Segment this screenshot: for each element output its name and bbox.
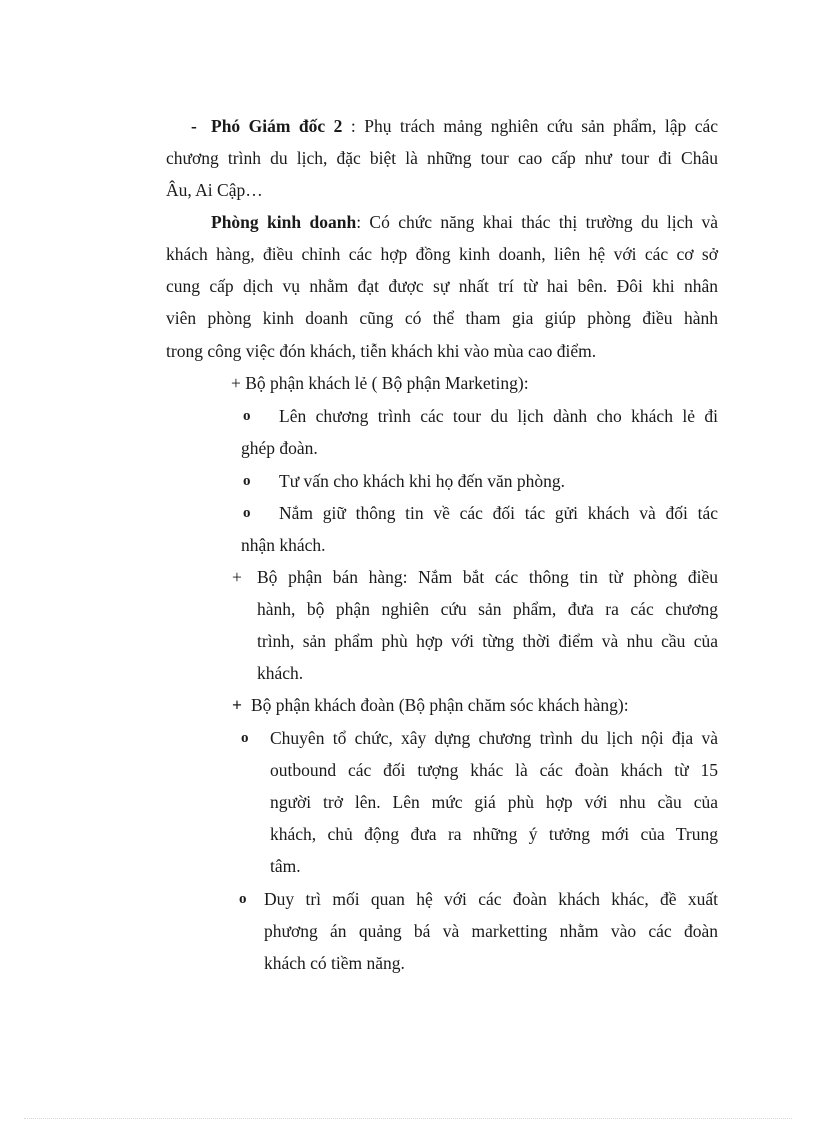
group-item-1-line-1: Chuyên tổ chức, xây dựng chương trình du lịch nội địa và <box>270 728 718 748</box>
sales-line-2: hành, bộ phận nghiên cứu sản phẩm, đưa ra các chương <box>257 599 718 619</box>
sales-dept-line-2: khách hàng, điều chỉnh các hợp đồng kinh doanh, liên hệ với các cơ sở <box>166 244 718 264</box>
retail-item-1-line-2: ghép đoàn. <box>241 438 318 458</box>
deputy-line-1: Phó Giám đốc 2 : Phụ trách mảng nghiên cứu sản phẩm, lập các <box>211 116 718 136</box>
retail-item-1-line-1: Lên chương trình các tour du lịch dành cho khách lẻ đi <box>279 406 718 426</box>
sales-dept-label: Phòng kinh doanh <box>211 212 357 232</box>
sales-dept-line-5: trong công việc đón khách, tiễn khách khi vào mùa cao điểm. <box>166 341 597 361</box>
bullet-icon: o <box>243 408 251 424</box>
sales-dept-line-3: cung cấp dịch vụ nhằm đạt được sự nhất trí từ hai bên. Đôi khi nhân <box>166 276 718 296</box>
deputy-label: Phó Giám đốc 2 <box>211 116 343 136</box>
bullet-icon: o <box>239 891 247 907</box>
retail-item-3-line-1: Nắm giữ thông tin về các đối tác gửi khách và đối tác <box>279 503 718 523</box>
plus-marker: + <box>232 567 242 587</box>
deputy-line-2: chương trình du lịch, đặc biệt là những tour cao cấp như tour đi Châu <box>166 148 718 168</box>
group-heading: Bộ phận khách đoàn (Bộ phận chăm sóc khách hàng): <box>251 695 629 715</box>
page-bottom-rule <box>24 1118 792 1119</box>
sales-dept-line-1: Phòng kinh doanh: Có chức năng khai thác thị trường du lịch và <box>211 212 718 232</box>
plus-marker: + <box>232 695 242 715</box>
group-item-2-line-1: Duy trì mối quan hệ với các đoàn khách khác, đề xuất <box>264 889 718 909</box>
retail-item-3-line-2: nhận khách. <box>241 535 326 555</box>
bullet-icon: o <box>243 473 251 489</box>
group-item-2-line-3: khách có tiềm năng. <box>264 953 405 973</box>
sales-line-1: Bộ phận bán hàng: Nắm bắt các thông tin từ phòng điều <box>257 567 718 587</box>
group-item-1-line-4: khách, chủ động đưa ra những ý tưởng mới của Trung <box>270 824 718 844</box>
retail-heading: + Bộ phận khách lẻ ( Bộ phận Marketing): <box>231 373 529 393</box>
retail-item-2: Tư vấn cho khách khi họ đến văn phòng. <box>279 471 566 491</box>
bullet-icon: o <box>241 730 249 746</box>
sales-line-3: trình, sản phẩm phù hợp với từng thời điểm và nhu cầu của <box>257 631 718 651</box>
group-item-1-line-3: người trở lên. Lên mức giá phù hợp với nhu cầu của <box>270 792 718 812</box>
group-item-1-line-5: tâm. <box>270 856 301 876</box>
bullet-icon: o <box>243 505 251 521</box>
sales-dept-line-4: viên phòng kinh doanh cũng có thể tham gia giúp phòng điều hành <box>166 308 718 328</box>
sales-line-4: khách. <box>257 663 304 683</box>
deputy-line-3: Âu, Ai Cập… <box>166 180 263 200</box>
group-item-1-line-2: outbound các đối tượng khác là các đoàn khách từ 15 <box>270 760 718 780</box>
group-item-2-line-2: phương án quảng bá và marketting nhằm vào các đoàn <box>264 921 718 941</box>
dash-marker: - <box>191 116 197 136</box>
